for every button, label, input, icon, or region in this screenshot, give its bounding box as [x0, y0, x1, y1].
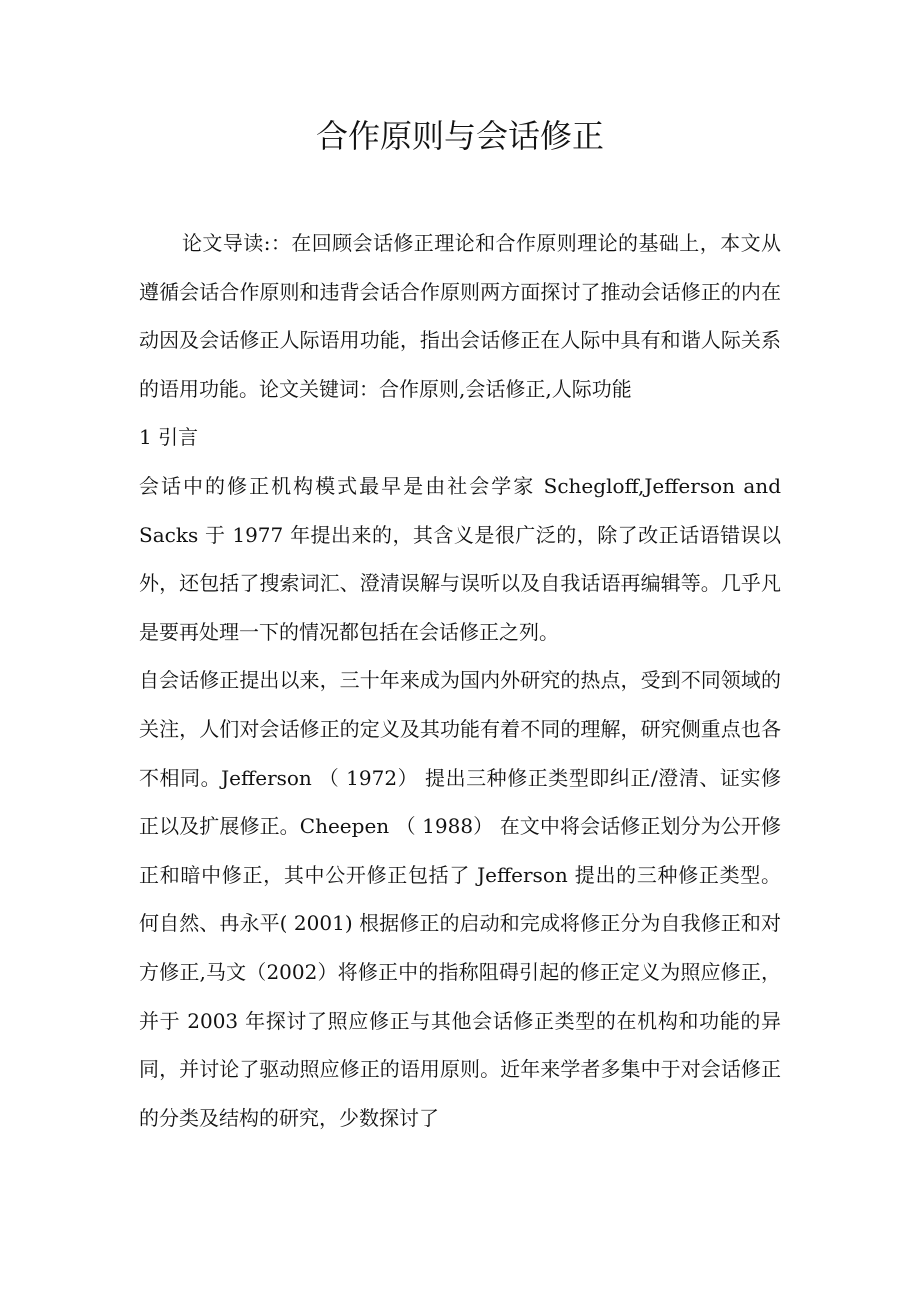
section-heading-introduction: 1 引言 — [139, 425, 199, 450]
document-title: 合作原则与会话修正 — [315, 117, 604, 155]
document-body — [139, 219, 781, 1142]
body-paragraph-2: 自会话修正提出以来，三十年来成为国内外研究的热点，受到不同领域的关注，人们对会话修正的定义及其功能有着不同的理解，研究侧重点也各不相同。Jefferson （ 1972） 提出三种修正类型即纠正/澄清、证实修正以及扩展修正。Cheepen （ 1988） 在文中将会话修正划分为公开修正和暗中修正，其中公开修正包括了 Jefferson 提出的三种修正类型。何自然、冉永平( 2001) 根据修正的启动和完成将修正分为自我修正和对方修正,马文（2002）将修正中的指称阻碍引起的修正定义为照应修正，并于 2003 年探讨了照应修正与其他会话修正类型的在机构和功能的异同，并讨论了驱动照应修正的语用原则。近年来学者多集中于对会话修正的分类及结构的研究，少数探讨了 — [139, 668, 781, 1130]
body-paragraph-1: 会话中的修正机构模式最早是由社会学家 Schegloff,Jefferson and Sacks 于 1977 年提出来的，其含义是很广泛的，除了改正话语错误以外，还包括了搜索词汇、澄清误解与误听以及自我话语再编辑等。几乎凡是要再处理一下的情况都包括在会话修正之列。 — [139, 473, 781, 644]
abstract-paragraph: 论文导读:：在回顾会话修正理论和合作原则理论的基础上，本文从遵循会话合作原则和违背会话合作原则两方面探讨了推动会话修正的内在动因及会话修正人际语用功能，指出会话修正在人际中具有和谐人际关系的语用功能。论文关键词：合作原则,会话修正,人际功能 — [139, 231, 781, 401]
